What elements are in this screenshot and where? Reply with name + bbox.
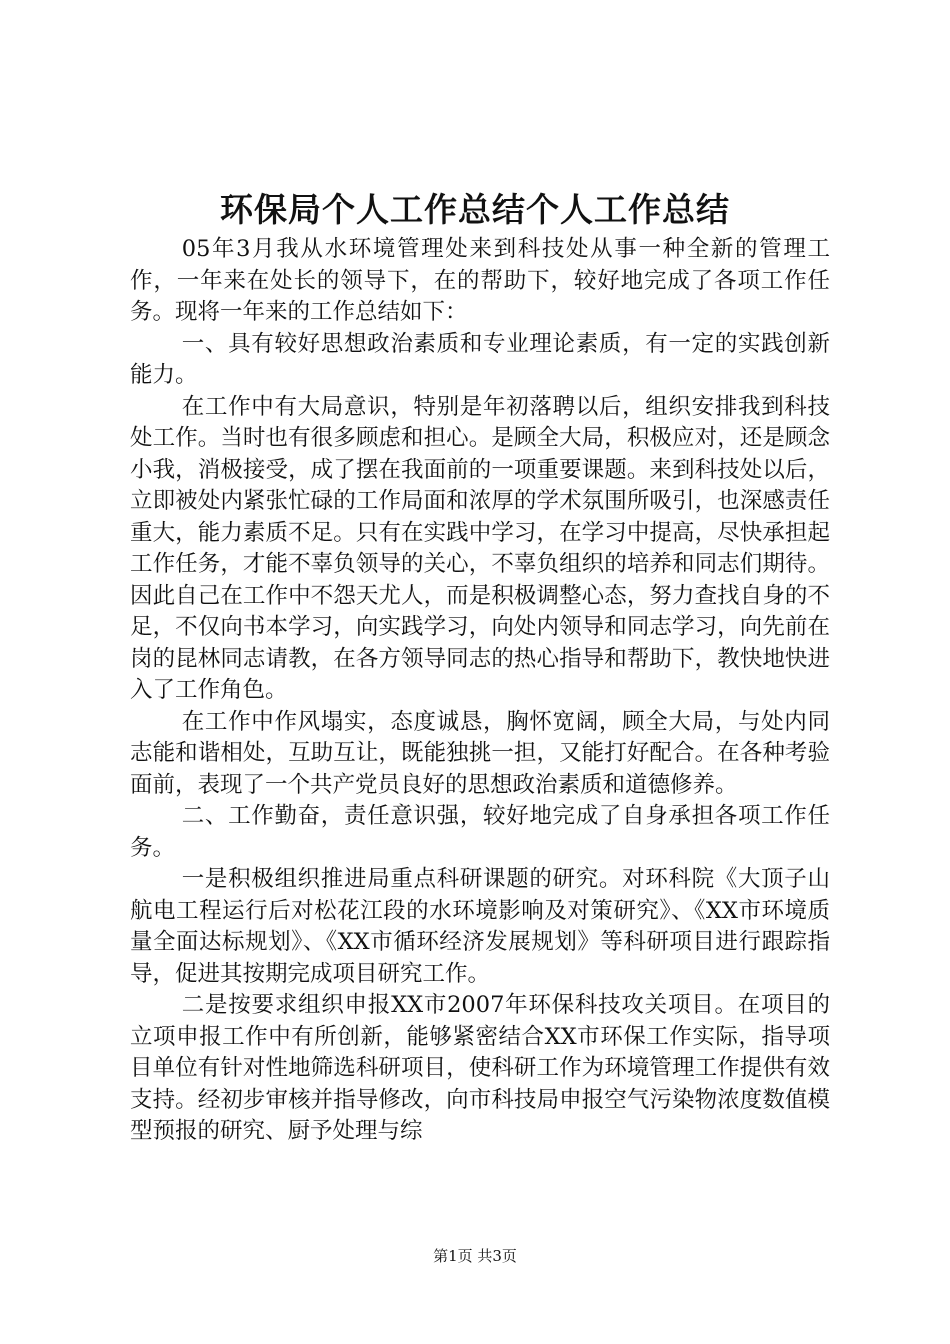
document-body xyxy=(130,234,830,1148)
paragraph-intro: 05年3月我从水环境管理处来到科技处从事一种全新的管理工作，一年来在处长的领导下，在的帮助下，较好地完成了各项工作任务。现将一年来的工作总结如下： xyxy=(130,236,830,325)
page-footer: 第1页 共3页 xyxy=(433,1247,517,1265)
paragraph-heading-two: 二、工作勤奋，责任意识强，较好地完成了自身承担各项工作任务。 xyxy=(130,803,830,861)
paragraph-heading-one: 一、具有较好思想政治素质和专业理论素质，有一定的实践创新能力。 xyxy=(130,330,830,388)
document-title: 环保局个人工作总结个人工作总结 xyxy=(220,190,730,229)
paragraph-research-projects: 一是积极组织推进局重点科研课题的研究。对环科院《大顶子山航电工程运行后对松花江段的水环境影响及对策研究》、《XX市环境质量全面达标规划》、《XX市循环经济发展规划》等科研项目进行跟踪指导，促进其按期完成项目研究工作。 xyxy=(130,866,830,987)
paragraph-project-application: 二是按要求组织申报XX市2007年环保科技攻关项目。在项目的立项申报工作中有所创新，能够紧密结合XX市环保工作实际，指导项目单位有针对性地筛选科研项目，使科研工作为环境管理工作提供有效支持。经初步审核并指导修改，向市科技局申报空气污染物浓度数值模型预报的研究、厨予处理与综 xyxy=(130,992,830,1144)
paragraph-work-style: 在工作中作风塌实，态度诚恳，胸怀宽阔，顾全大局，与处内同志能和谐相处，互助互让，既能独挑一担，又能打好配合。在各种考验面前，表现了一个共产党员良好的思想政治素质和道德修养。 xyxy=(130,708,830,798)
paragraph-overall-attitude: 在工作中有大局意识，特别是年初落聘以后，组织安排我到科技处工作。当时也有很多顾虑和担心。是顾全大局，积极应对，还是顾念小我，消极接受，成了摆在我面前的一项重要课题。来到科技处以后，立即被处内紧张忙碌的工作局面和浓厚的学术氛围所吸引，也深感责任重大，能力素质不足。只有在实践中学习，在学习中提高，尽快承担起工作任务，才能不辜负领导的关心，不辜负组织的培养和同志们期待。因此自己在工作中不怨天尤人，而是积极调整心态，努力查找自身的不足，不仅向书本学习，向实践学习，向处内领导和同志学习，向先前在岗的昆林同志请教，在各方领导同志的热心指导和帮助下，教快地快进入了工作角色。 xyxy=(130,393,830,703)
